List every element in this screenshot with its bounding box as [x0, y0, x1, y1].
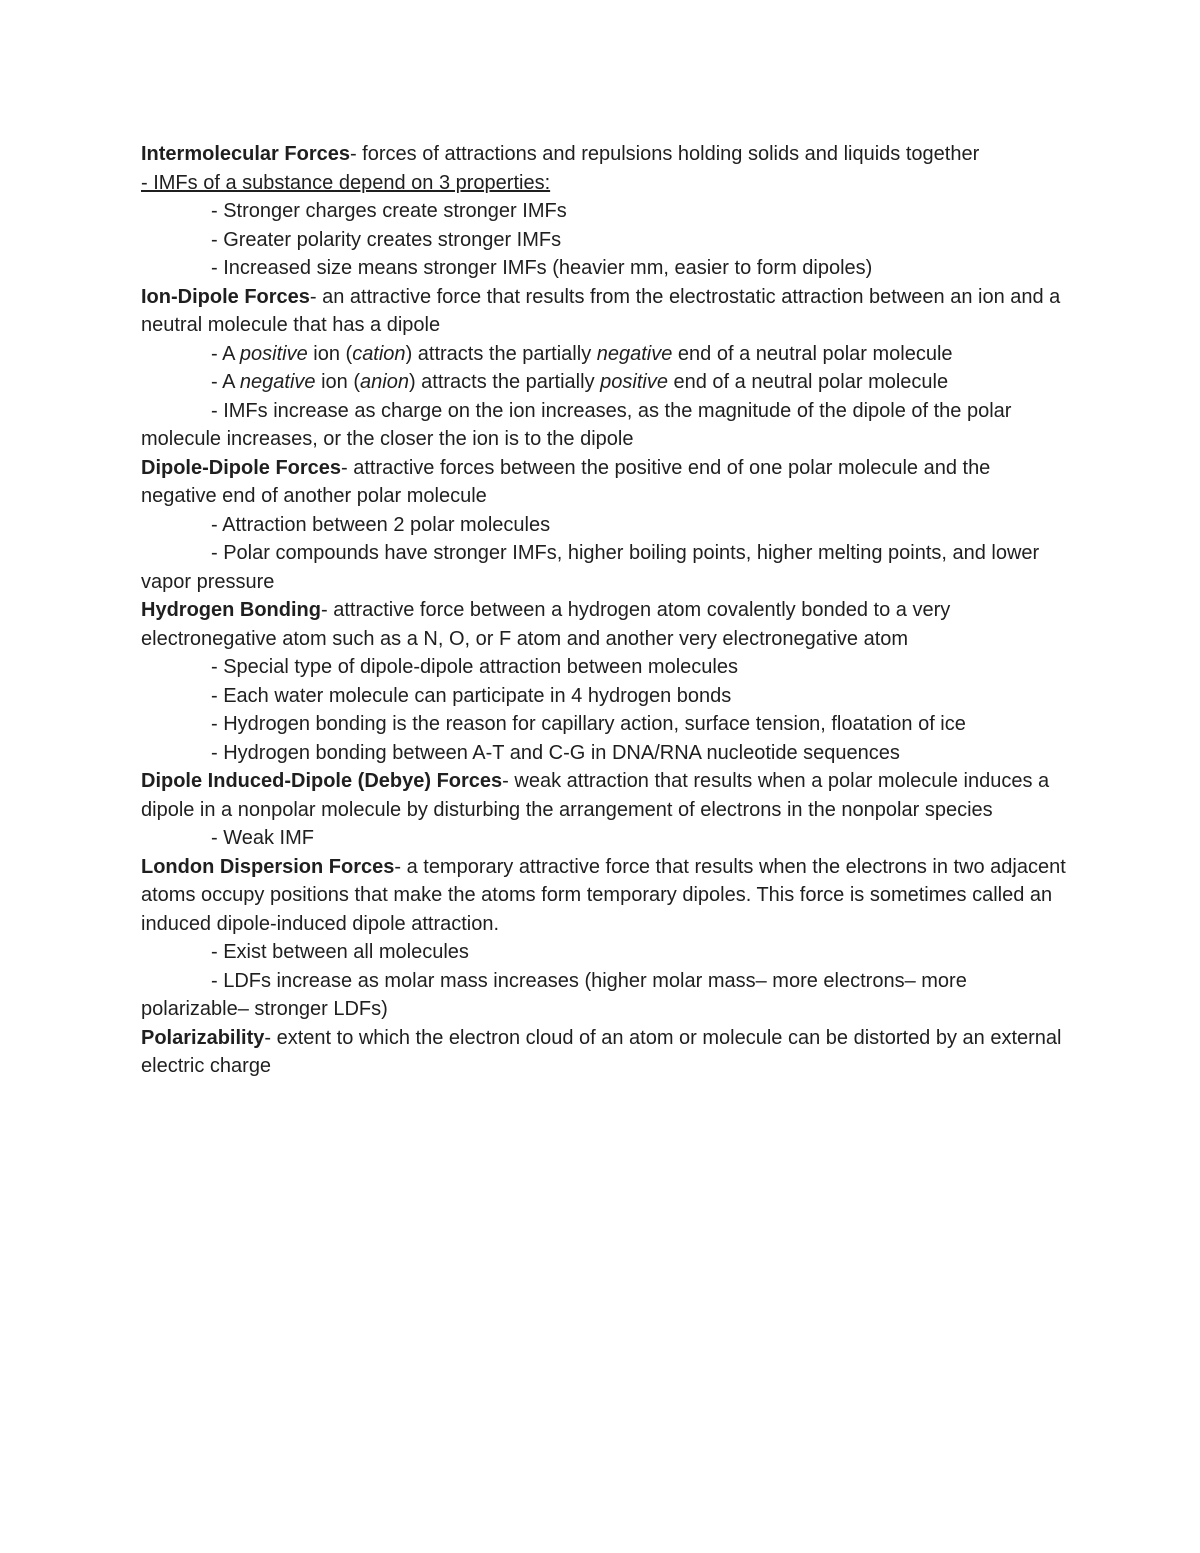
italic-run: anion — [360, 371, 409, 393]
polarizability-paragraph — [141, 1024, 1071, 1081]
hydrogen-bullet: - Special type of dipole-dipole attraction between molecules — [211, 656, 738, 678]
dipole-dipole-bullet: - Attraction between 2 polar molecules — [211, 513, 551, 536]
london-bullet: - Exist between all molecules — [211, 941, 469, 963]
text-run: end of a neutral polar molecule — [672, 342, 953, 365]
debye-term: Dipole Induced-Dipole (Debye) Forces — [141, 770, 503, 792]
italic-run: cation — [352, 342, 406, 365]
debye-paragraph — [141, 767, 1071, 824]
italic-run: positive — [239, 342, 308, 365]
london-paragraph — [141, 853, 1071, 939]
dipole-dipole-definition: - attractive forces between the positive end of one polar molecule and the negative end of another polar molecule — [141, 456, 991, 507]
text-run: - A — [211, 342, 240, 365]
text-run: end of a neutral polar molecule — [667, 371, 949, 393]
italic-run: negative — [239, 371, 316, 393]
dipole-dipole-term: Dipole-Dipole Forces — [141, 456, 342, 479]
imf-sub-heading: - IMFs of a substance depend on 3 properties: — [141, 171, 551, 194]
london-definition: - a temporary attractive force that results when the electrons in two adjacent atoms occupy positions that make the atoms form temporary dipoles. This force is sometimes called an induced dipole-induced dipole attraction. — [141, 855, 1066, 935]
hydrogen-bullet: - Hydrogen bonding between A-T and C-G in DNA/RNA nucleotide sequences — [211, 741, 900, 764]
text-run: - A — [211, 371, 240, 393]
dipole-dipole-bullet: - Polar compounds have stronger IMFs, higher boiling points, higher melting points, and lower vapor pressure — [141, 542, 1040, 593]
london-term: London Dispersion Forces — [141, 855, 395, 878]
imf-definition: - forces of attractions and repulsions holding solids and liquids together — [349, 143, 980, 165]
polarizability-term: Polarizability — [141, 1026, 265, 1049]
imf-paragraph — [141, 140, 1071, 169]
italic-run: negative — [596, 342, 673, 365]
london-bullet: - LDFs increase as molar mass increases (higher molar mass– more electrons– more polarizable– stronger LDFs) — [141, 969, 967, 1020]
debye-definition: - weak attraction that results when a polar molecule induces a dipole in a nonpolar molecule by disturbing the arrangement of electrons in the nonpolar species — [141, 770, 1050, 821]
imf-bullet: - Increased size means stronger IMFs (heavier mm, easier to form dipoles) — [211, 257, 873, 279]
ion-dipole-definition: - an attractive force that results from the electrostatic attraction between an ion and a neutral molecule that has a dipole — [141, 285, 1061, 336]
dipole-dipole-paragraph — [141, 454, 1071, 511]
text-run: ion ( — [315, 371, 360, 393]
document-page — [141, 140, 1071, 1081]
imf-bullet: - Greater polarity creates stronger IMFs — [211, 228, 562, 251]
imf-term: Intermolecular Forces — [141, 143, 350, 165]
ion-dipole-term: Ion-Dipole Forces — [141, 285, 310, 308]
hydrogen-bullet: - Hydrogen bonding is the reason for capillary action, surface tension, floatation of ice — [211, 713, 966, 735]
hydrogen-bonding-paragraph — [141, 596, 1071, 653]
hydrogen-bonding-definition: - attractive force between a hydrogen atom covalently bonded to a very electronegative atom such as a N, O, or F atom and another very electronegative atom — [141, 599, 951, 650]
polarizability-definition: - extent to which the electron cloud of an atom or molecule can be distorted by an external electric charge — [141, 1026, 1062, 1077]
ion-dipole-paragraph — [141, 283, 1071, 340]
text-run: ion ( — [307, 342, 353, 365]
text-run: ) attracts the partially — [408, 371, 601, 393]
debye-bullet: - Weak IMF — [211, 827, 314, 849]
imf-bullet: - Stronger charges create stronger IMFs — [211, 200, 567, 222]
text-run: ) attracts the partially — [405, 342, 597, 365]
ion-dipole-bullet — [141, 340, 1071, 369]
italic-run: positive — [600, 371, 668, 393]
ion-dipole-bullet: - IMFs increase as charge on the ion increases, as the magnitude of the dipole of the polar molecule increases, or the closer the ion is to the dipole — [141, 399, 1012, 450]
hydrogen-bonding-term: Hydrogen Bonding — [141, 599, 321, 621]
ion-dipole-bullet — [141, 368, 1071, 397]
hydrogen-bullet: - Each water molecule can participate in 4 hydrogen bonds — [211, 684, 732, 707]
